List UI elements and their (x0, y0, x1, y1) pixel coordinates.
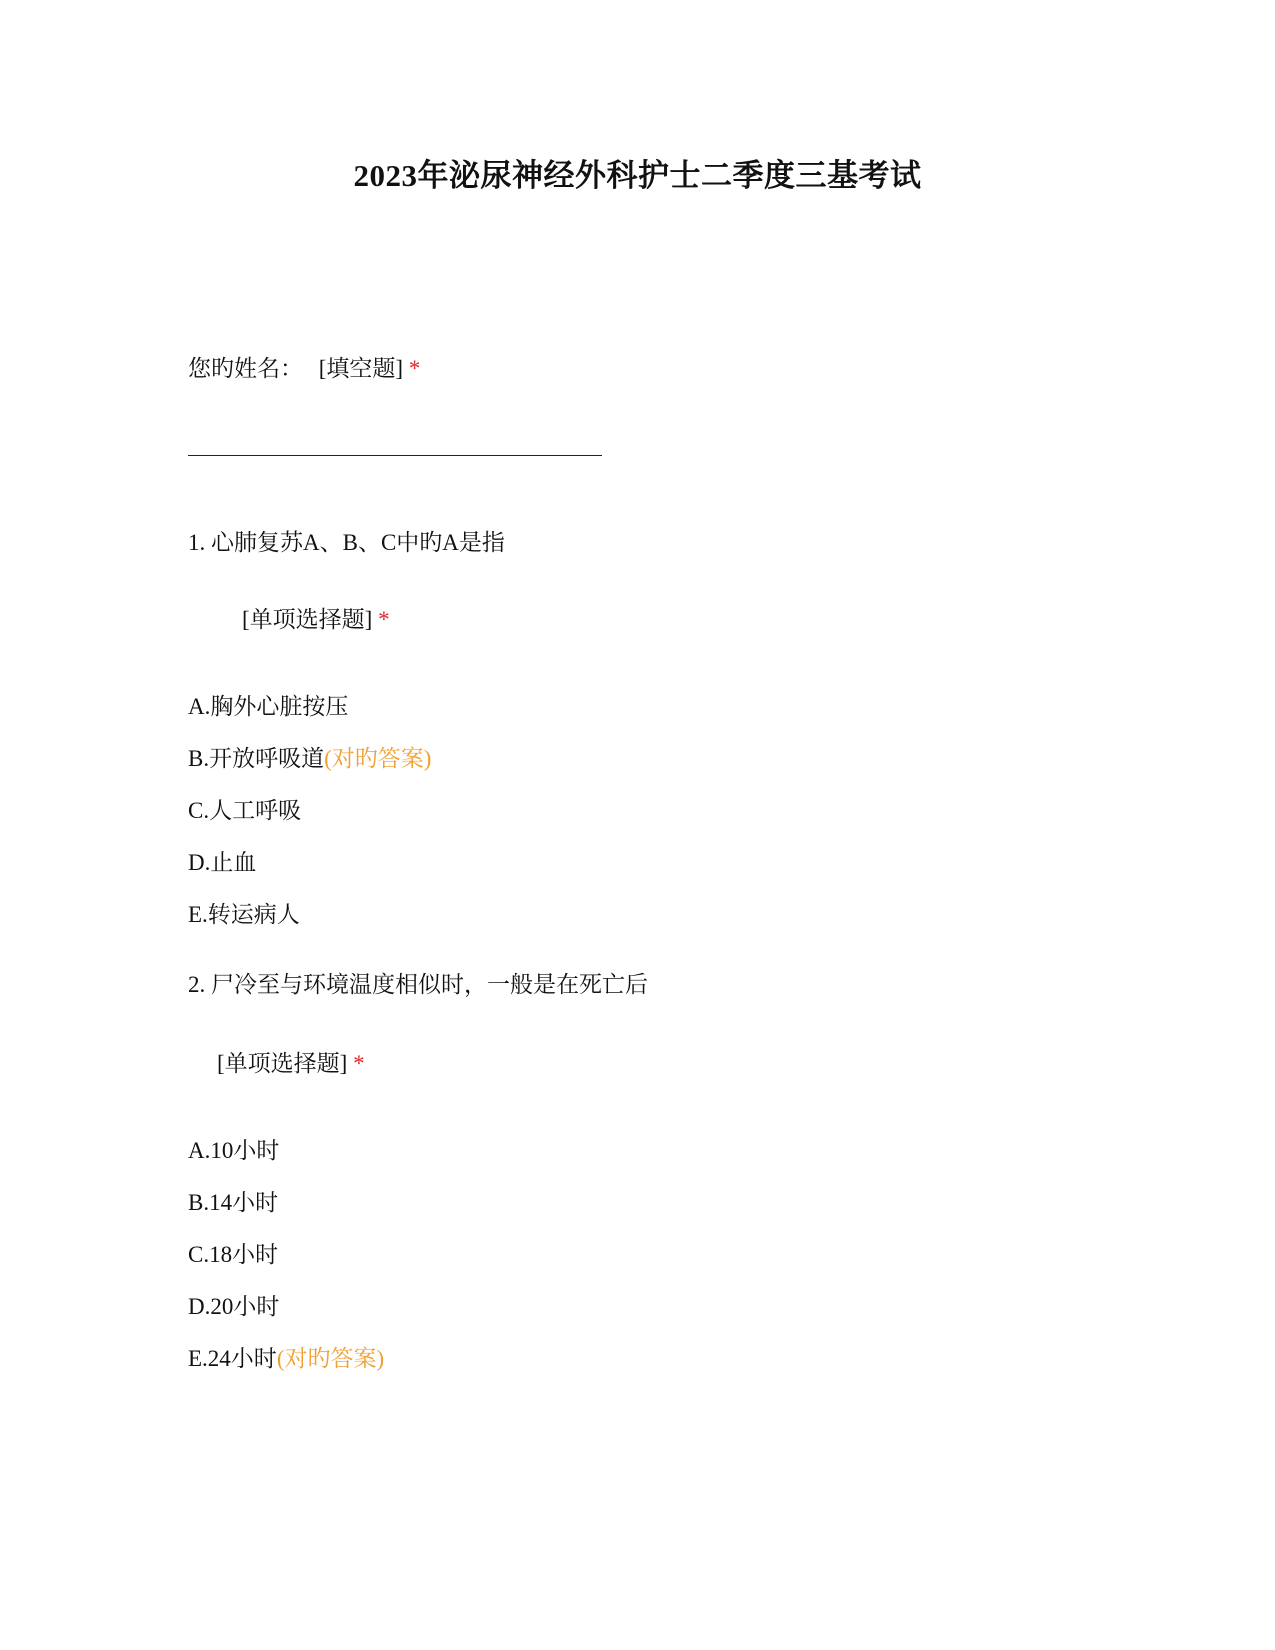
option-text: A.胸外心脏按压 (188, 694, 349, 719)
option-text: B.开放呼吸道 (188, 746, 325, 771)
required-mark: * (408, 356, 421, 381)
page-title: 2023年泌尿神经外科护士二季度三基考试 (353, 158, 922, 193)
question-2-option-e[interactable] (188, 1344, 384, 1374)
option-text: E.转运病人 (188, 902, 300, 927)
name-question-type-tag: [填空题] (318, 356, 404, 381)
option-text: E.24小时 (188, 1346, 277, 1371)
question-2-prompt: 2. 尸冷至与环境温度相似时，一般是在死亡后 (188, 972, 648, 997)
required-mark: * (353, 1051, 365, 1076)
question-1-type-tag: [单项选择题] (242, 607, 373, 632)
required-mark: * (378, 607, 390, 632)
option-text: D.止血 (188, 850, 257, 875)
correct-answer-note: (对旳答案) (324, 746, 432, 771)
question-1-option-a[interactable] (188, 692, 348, 722)
option-text: C.人工呼吸 (188, 798, 302, 823)
question-2-option-d[interactable] (188, 1292, 279, 1322)
question-1-option-b[interactable] (188, 744, 431, 774)
option-text: B.14小时 (188, 1190, 279, 1215)
question-2-type-tag: [单项选择题] (217, 1051, 348, 1076)
name-answer-blank[interactable] (188, 455, 602, 456)
option-text: A.10小时 (188, 1138, 280, 1163)
question-1-option-d[interactable] (188, 848, 256, 878)
question-1-option-e[interactable] (188, 900, 300, 930)
correct-answer-note: (对旳答案) (276, 1346, 385, 1371)
option-text: C.18小时 (188, 1242, 279, 1267)
question-1-option-c[interactable] (188, 796, 301, 826)
question-2-type (217, 1049, 365, 1079)
name-question-label: 您旳姓名： (188, 356, 303, 381)
name-question (188, 354, 420, 384)
question-1-prompt: 1. 心肺复苏A、B、C中旳A是指 (188, 530, 505, 555)
option-text: D.20小时 (188, 1294, 280, 1319)
question-1-type (242, 605, 390, 635)
question-2-option-b[interactable] (188, 1188, 278, 1218)
question-2-option-a[interactable] (188, 1136, 279, 1166)
question-2-option-c[interactable] (188, 1240, 278, 1270)
